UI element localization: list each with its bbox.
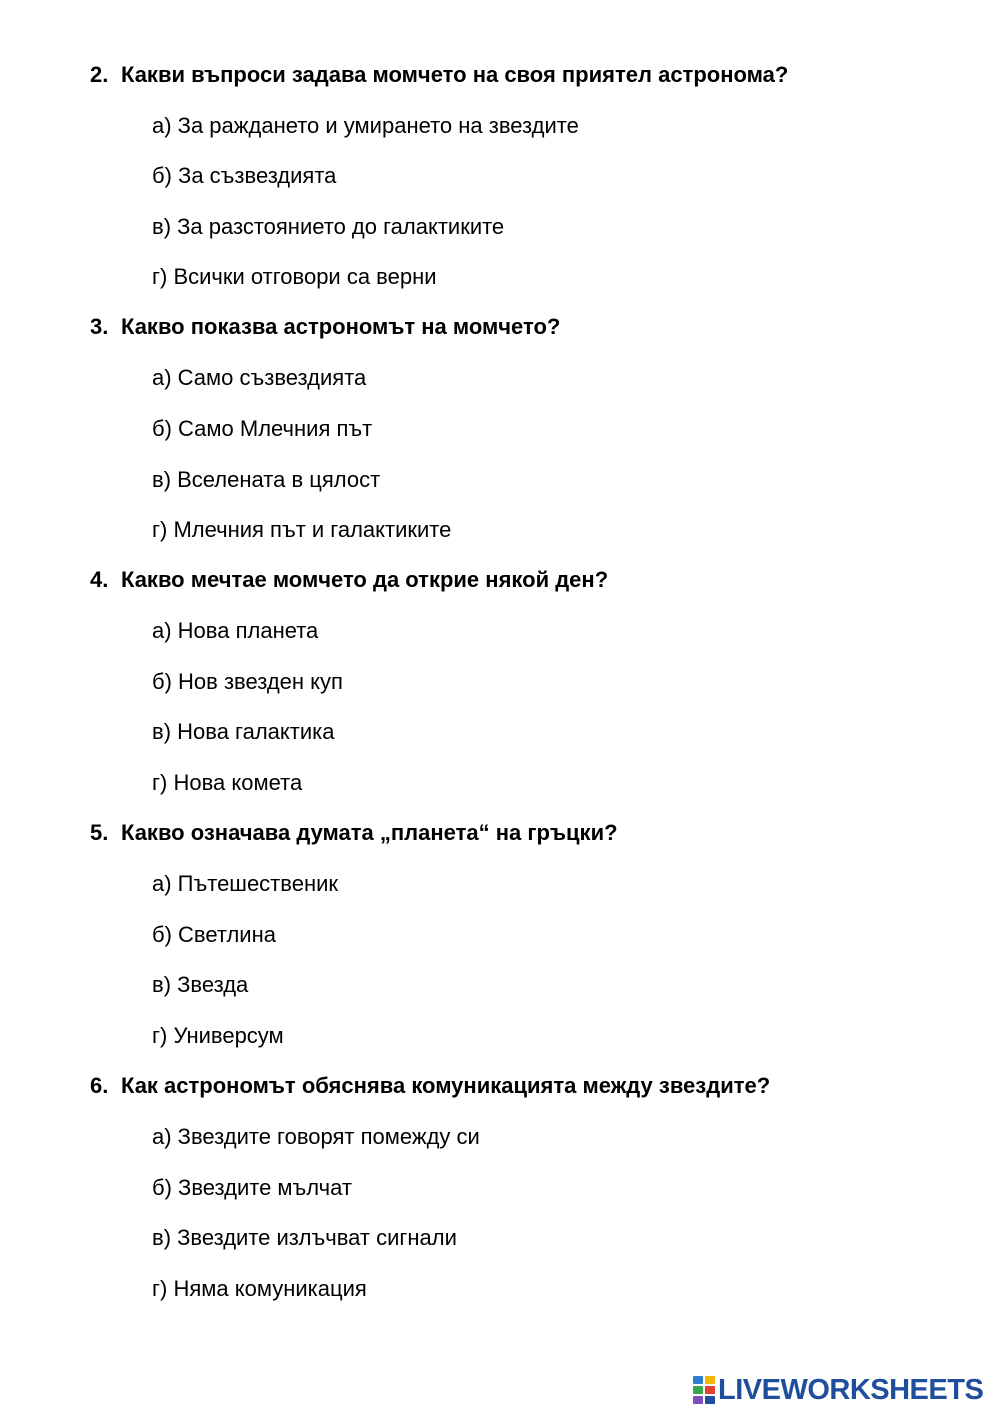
question-5-option-d: г) Универсум	[152, 1023, 284, 1048]
question-2-title	[90, 62, 788, 88]
question-3-option-a: а) Само съзвездията	[152, 365, 367, 390]
question-5-option-a: а) Пътешественик	[152, 871, 339, 896]
question-3-option-b: б) Само Млечния път	[152, 416, 373, 441]
question-4-title	[90, 567, 608, 593]
question-2-option-b: б) За съзвездията	[152, 163, 337, 188]
question-2-option-d: г) Всички отговори са верни	[152, 264, 437, 289]
question-number: 2.	[90, 62, 109, 87]
question-5-option-c: в) Звезда	[152, 972, 249, 997]
question-6-option-a: а) Звездите говорят помежду си	[152, 1124, 480, 1149]
question-2-option-c: в) За разстоянието до галактиките	[152, 214, 505, 239]
question-6-option-c: в) Звездите излъчват сигнали	[152, 1225, 457, 1250]
question-3-option-c: в) Вселената в цялост	[152, 467, 381, 492]
question-text: Какво показва астрономът на момчето?	[121, 314, 561, 339]
question-number: 5.	[90, 820, 109, 845]
liveworksheets-logo	[693, 1374, 983, 1406]
question-4-option-c: в) Нова галактика	[152, 719, 335, 744]
question-text: Какво означава думата „планета“ на гръцки?	[121, 820, 618, 845]
logo-text: LIVEWORKSHEETS	[718, 1374, 984, 1406]
question-4-option-d: г) Нова комета	[152, 770, 303, 795]
question-text: Какво мечтае момчето да открие някой ден?	[121, 567, 609, 592]
question-3-option-d: г) Млечния път и галактиките	[152, 517, 452, 542]
question-text: Как астрономът обяснява комуникацията между звездите?	[121, 1073, 771, 1098]
question-number: 6.	[90, 1073, 109, 1098]
question-6-option-b: б) Звездите мълчат	[152, 1175, 352, 1200]
question-4-option-b: б) Нов звезден куп	[152, 669, 343, 694]
question-6-option-d: г) Няма комуникация	[152, 1276, 367, 1301]
question-2-option-a: а) За раждането и умирането на звездите	[152, 113, 579, 138]
question-5-option-b: б) Светлина	[152, 922, 276, 947]
question-6-title	[90, 1073, 770, 1099]
question-number: 3.	[90, 314, 109, 339]
question-text: Какви въпроси задава момчето на своя приятел астронома?	[121, 62, 789, 87]
question-5-title	[90, 820, 618, 846]
question-number: 4.	[90, 567, 109, 592]
question-3-title	[90, 314, 560, 340]
question-4-option-a: а) Нова планета	[152, 618, 319, 643]
liveworksheets-logo-icon	[693, 1376, 715, 1404]
